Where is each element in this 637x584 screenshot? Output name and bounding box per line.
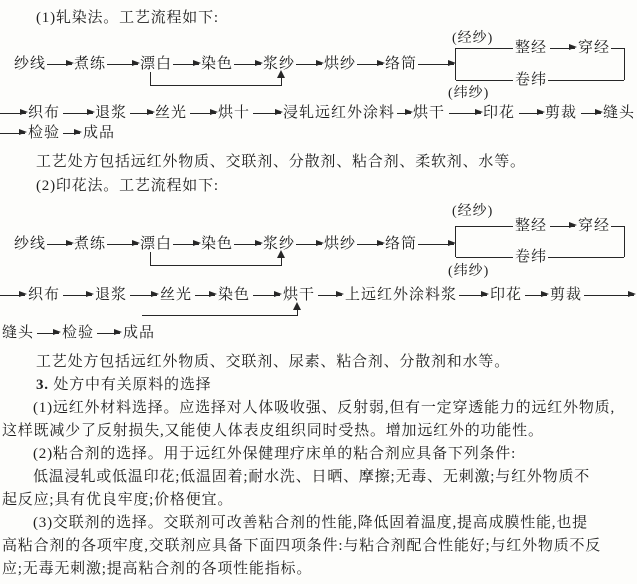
- flow-arrow-icon: [0, 133, 25, 134]
- body-line: 起反应;具有优良牢度;价格便宜。: [2, 492, 234, 508]
- flow-node: 印花: [490, 287, 523, 303]
- process1-recipe: 工艺处方包括远红外物质、交联剂、分散剂、粘合剂、柔软剂、水等。: [36, 154, 526, 170]
- flow-node: 上远红外涂料浆: [345, 287, 458, 303]
- warp-label: (经纱): [452, 31, 494, 46]
- flow-arrow-icon: [63, 295, 92, 296]
- flow-arrow-icon: [357, 64, 383, 65]
- flow-node: 漂白: [140, 56, 173, 72]
- bracket-line: [548, 80, 624, 81]
- flow-node: 烘纱: [324, 236, 357, 252]
- body-line: 应;无毒无刺激;提高粘合剂的各项性能指标。: [2, 561, 313, 577]
- body-line: 高粘合剂的各项牢度,交联剂应具备下面四项条件:与粘合剂配合性能好;与红外物质不反: [2, 538, 602, 554]
- flow-node: 剪裁: [550, 287, 583, 303]
- bypass-line: [142, 315, 298, 316]
- flow-diagram-2: [0, 200, 637, 348]
- flow-node: 缝头: [2, 325, 35, 341]
- flow-node: 纱线: [14, 56, 47, 72]
- flow-node: 成品: [123, 325, 156, 341]
- flow-node: 丝光: [155, 105, 188, 121]
- flow-node: 浆纱: [263, 236, 296, 252]
- flow-arrow-icon: [397, 113, 411, 114]
- flow-arrow-icon: [449, 113, 481, 114]
- flow-node: 烘十: [218, 105, 251, 121]
- flow-node: 染色: [201, 56, 234, 72]
- bracket-line: [611, 226, 624, 227]
- flow-node: 成品: [83, 125, 116, 141]
- flow-arrow-icon: [318, 295, 342, 296]
- flow-node: 织布: [28, 287, 61, 303]
- flow-node: 退浆: [95, 105, 128, 121]
- body-line: 低温浸轧或低温印花;低温固着;耐水洗、日晒、摩擦;无毒、无刺激;与红外物质不: [33, 469, 591, 485]
- flow-arrow-icon: [107, 64, 138, 65]
- flow-node: 丝光: [160, 287, 193, 303]
- bracket-line: [455, 48, 456, 80]
- flow-arrow-icon: [550, 226, 575, 227]
- bracket-line: [456, 257, 513, 258]
- flow-arrow-icon: [47, 244, 72, 245]
- bypass-line: [150, 72, 151, 85]
- flow-node: 煮练: [74, 56, 107, 72]
- flow-node: 纱线: [14, 236, 47, 252]
- flow-node: 浆纱: [263, 56, 296, 72]
- flow-node: 烘干: [413, 105, 446, 121]
- flow-arrow-icon: [525, 295, 547, 296]
- flow-node: 剪裁: [545, 105, 578, 121]
- flow-arrow-icon: [550, 48, 575, 49]
- flow-arrow-icon: [173, 64, 199, 65]
- flow-node: 检验: [28, 125, 61, 141]
- weft-label: (纬纱): [448, 264, 490, 279]
- flow-arrow-icon: [519, 113, 543, 114]
- flow-node: 染色: [218, 287, 251, 303]
- bypass-line: [150, 265, 282, 266]
- section3-title: 处方中有关原料的选择: [53, 377, 212, 393]
- flow-node: 浸轧远红外涂料: [283, 105, 396, 121]
- flow-arrow-icon: [97, 333, 120, 334]
- bypass-line: [150, 85, 282, 86]
- flow-arrow-icon: [234, 64, 261, 65]
- flow-arrow-icon: [253, 113, 281, 114]
- flow-node: 烘干: [283, 287, 316, 303]
- flow-arrow-icon: [253, 295, 280, 296]
- process2-title: (2)印花法。工艺流程如下:: [36, 178, 219, 194]
- section3-heading: [36, 375, 211, 395]
- flow-arrow-icon: [107, 244, 138, 245]
- flow-node: 烘纱: [324, 56, 357, 72]
- flow-node: 整经: [515, 40, 548, 56]
- flow-diagram-1: [0, 28, 637, 148]
- bracket-line: [456, 226, 513, 227]
- flow-node: 络筒: [385, 236, 418, 252]
- flow-node: 煮练: [74, 236, 107, 252]
- flow-arrow-icon: [130, 295, 157, 296]
- flow-arrow-icon: [190, 113, 216, 114]
- flow-node: 穿经: [578, 40, 611, 56]
- flow-node: 退浆: [95, 287, 128, 303]
- body-line: 这样既减少了反射损失,又能使人体表皮组织同时受热。增加远红外的功能性。: [2, 423, 544, 439]
- bypass-line: [150, 252, 151, 265]
- flow-arrow-icon: [195, 295, 215, 296]
- flow-arrow-icon: [0, 295, 25, 296]
- body-line: (3)交联剂的选择。交联剂可改善粘合剂的性能,降低固着温度,提高成膜性能,也提: [33, 515, 588, 531]
- up-arrow-icon: [293, 302, 301, 310]
- flow-node: 缝头: [603, 105, 636, 121]
- flow-arrow-icon: [234, 244, 261, 245]
- up-arrow-icon: [277, 70, 285, 78]
- flow-node: 卷纬: [515, 72, 548, 88]
- flow-node: 漂白: [140, 236, 173, 252]
- body-line: (1)远红外材料选择。应选择对人体吸收强、反射弱,但有一定穿透能力的远红外物质,: [33, 400, 615, 416]
- bracket-line: [456, 48, 513, 49]
- flow-node: 整经: [515, 218, 548, 234]
- process1-title: (1)轧染法。工艺流程如下:: [36, 10, 219, 26]
- flow-arrow-icon: [418, 244, 454, 245]
- bracket-line: [548, 257, 624, 258]
- flow-arrow-icon: [130, 113, 153, 114]
- section3-number: 3.: [36, 377, 49, 393]
- bracket-line: [624, 48, 625, 80]
- flow-node: 检验: [62, 325, 95, 341]
- flow-arrow-icon: [37, 333, 59, 334]
- flow-node: 织布: [28, 105, 61, 121]
- flow-arrow-icon: [296, 244, 322, 245]
- bracket-line: [611, 48, 624, 49]
- process2-recipe: 工艺处方包括远红外物质、交联剂、尿素、粘合剂、分散剂和水等。: [36, 354, 511, 370]
- flow-arrow-icon: [63, 133, 80, 134]
- flow-arrow-icon: [418, 64, 454, 65]
- weft-label: (纬纱): [448, 86, 490, 101]
- flow-arrow-icon: [584, 295, 634, 296]
- bracket-line: [456, 80, 513, 81]
- bracket-line: [624, 226, 625, 257]
- up-arrow-icon: [277, 250, 285, 258]
- flow-node: 印花: [483, 105, 516, 121]
- flow-node: 穿经: [578, 218, 611, 234]
- flow-arrow-icon: [459, 295, 487, 296]
- flow-arrow-icon: [0, 113, 26, 114]
- flow-arrow-icon: [63, 113, 93, 114]
- flow-node: 卷纬: [515, 249, 548, 265]
- flow-arrow-icon: [357, 244, 383, 245]
- flow-node: 染色: [201, 236, 234, 252]
- flow-arrow-icon: [47, 64, 72, 65]
- warp-label: (经纱): [452, 204, 494, 219]
- flow-node: 络筒: [385, 56, 418, 72]
- flow-arrow-icon: [296, 64, 322, 65]
- flow-arrow-icon: [581, 113, 601, 114]
- flow-arrow-icon: [173, 244, 199, 245]
- body-line: (2)粘合剂的选择。用于远红外保健理疗床单的粘合剂应具备下列条件:: [33, 446, 517, 462]
- bracket-line: [455, 226, 456, 257]
